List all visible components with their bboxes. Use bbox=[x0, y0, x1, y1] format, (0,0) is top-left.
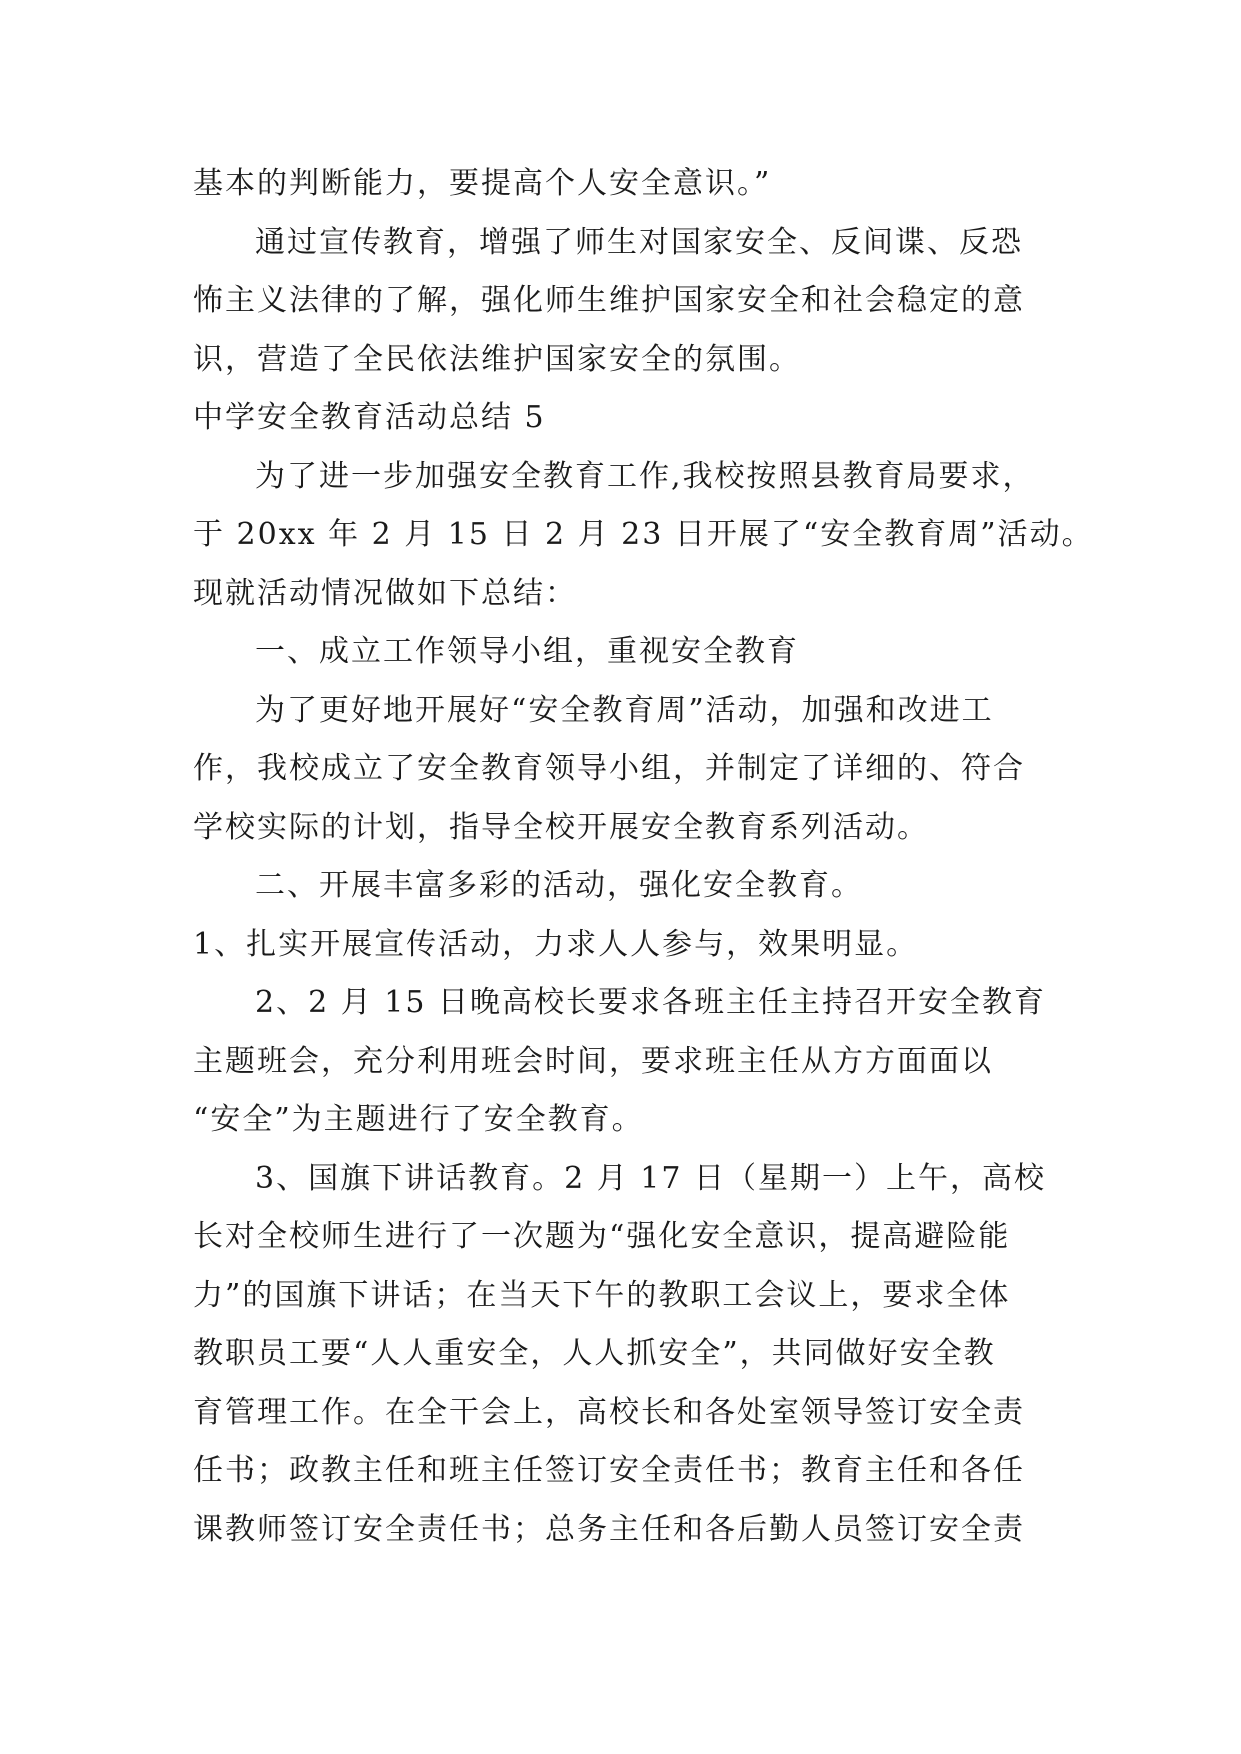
subheading: 一、成立工作领导小组，重视安全教育 bbox=[255, 634, 799, 669]
text-line: 作，我校成立了安全教育领导小组，并制定了详细的、符合 bbox=[193, 751, 1025, 786]
text-line: 任书；政教主任和班主任签订安全责任书；教育主任和各任 bbox=[193, 1453, 1025, 1488]
section-heading: 中学安全教育活动总结 5 bbox=[193, 400, 546, 435]
document-body bbox=[193, 155, 1094, 1559]
text-line: 于 20xx 年 2 月 15 日 2 月 23 日开展了“安全教育周”活动。 bbox=[193, 517, 1094, 552]
text-line: 识，营造了全民依法维护国家安全的氛围。 bbox=[193, 341, 801, 377]
text-line: 为了进一步加强安全教育工作,我校按照县教育局要求， bbox=[255, 458, 1035, 494]
list-item: 1、扎实开展宣传活动，力求人人参与，效果明显。 bbox=[193, 926, 919, 962]
subheading: 二、开展丰富多彩的活动，强化安全教育。 bbox=[255, 868, 863, 903]
list-item: 3、国旗下讲话教育。2 月 17 日（星期一）上午，高校 bbox=[255, 1160, 1046, 1196]
text-line: “安全”为主题进行了安全教育。 bbox=[193, 1102, 644, 1137]
text-line: 教职员工要“人人重安全，人人抓安全”，共同做好安全教 bbox=[193, 1336, 996, 1371]
text-line: 主题班会，充分利用班会时间，要求班主任从方方面面以 bbox=[193, 1043, 993, 1079]
text-line: 育管理工作。在全干会上，高校长和各处室领导签订安全责 bbox=[193, 1394, 1025, 1430]
text-line: 课教师签订安全责任书；总务主任和各后勤人员签订安全责 bbox=[193, 1511, 1025, 1547]
list-item: 2、2 月 15 日晚高校长要求各班主任主持召开安全教育 bbox=[255, 985, 1046, 1020]
text-line: 基本的判断能力，要提高个人安全意识。” bbox=[193, 166, 772, 201]
text-line: 现就活动情况做如下总结： bbox=[193, 575, 577, 611]
text-line: 学校实际的计划，指导全校开展安全教育系列活动。 bbox=[193, 809, 929, 845]
text-line: 力”的国旗下讲话；在当天下午的教职工会议上，要求全体 bbox=[193, 1277, 1011, 1313]
text-line: 为了更好地开展好“安全教育周”活动，加强和改进工 bbox=[255, 692, 994, 728]
text-line: 长对全校师生进行了一次题为“强化安全意识，提高避险能 bbox=[193, 1219, 1011, 1254]
text-line: 通过宣传教育，增强了师生对国家安全、反间谍、反恐 bbox=[255, 224, 1023, 260]
text-line: 怖主义法律的了解，强化师生维护国家安全和社会稳定的意 bbox=[193, 283, 1025, 318]
